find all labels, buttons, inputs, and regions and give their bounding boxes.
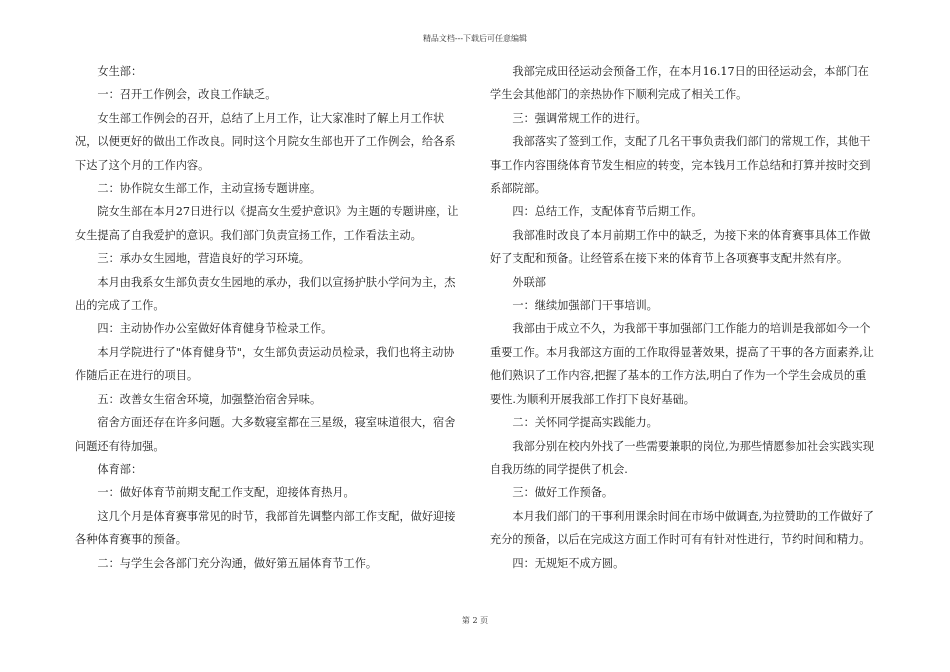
paragraph: 二：与学生会各部门充分沟通，做好第五届体育节工作。 [97, 556, 378, 570]
paragraph: 院女生部在本月27日进行以《提高女生爱护意识》为主题的专题讲座，让女生提高了自我爱护的意识。我们部门负责宣扬工作，工作看法主动。 [75, 205, 459, 242]
paragraph: 本月我们部门的干事利用课余时间在市场中做调查,为拉赞助的工作做好了充分的预备，以后在完成这方面工作时可有有针对性进行，节约时间和精力。 [490, 509, 874, 547]
left-column [75, 60, 460, 575]
paragraph: 外联部 [512, 275, 546, 289]
page-header: 精品文档---下载后可任意编辑 [422, 34, 528, 43]
paragraph: 我部分别在校内外找了一些需要兼职的岗位,为那些情愿参加社会实践实现自我历练的同学提供了机会. [490, 439, 874, 476]
right-column [490, 60, 875, 575]
paragraph: 四：主动协作办公室做好体育健身节检录工作。 [97, 322, 333, 336]
paragraph: 宿舍方面还存在许多问题。大多数寝室都在三星级，寝室味道很大，宿舍问题还有待加强。 [75, 416, 456, 453]
paragraph: 二：关怀同学提高实践能力。 [512, 416, 658, 430]
paragraph: 这几个月是体育赛事常见的时节，我部首先调整内部工作支配，做好迎接各种体育赛事的预备。 [75, 509, 456, 547]
paragraph: 本月由我系女生部负责女生园地的承办，我们以宣扬护肤小学问为主，杰出的完成了工作。 [75, 275, 456, 313]
paragraph: 二：协作院女生部工作，主动宣扬专题讲座。 [97, 182, 322, 196]
paragraph: 一：继续加强部门干事培训。 [512, 299, 658, 313]
page-footer: 第 2 页 [461, 616, 489, 625]
paragraph: 五：改善女生宿舍环境，加强整治宿舍异味。 [97, 392, 322, 406]
paragraph: 我部完成田径运动会预备工作，在本月16.17日的田径运动会，本部门在学生会其他部门的亲热协作下顺利完成了相关工作。 [490, 65, 869, 102]
paragraph: 一：做好体育节前期支配工作支配，迎接体育热月。 [97, 486, 355, 500]
paragraph: 三：强调常规工作的进行。 [512, 111, 647, 125]
paragraph: 四：无规矩不成方圆。 [512, 556, 625, 570]
paragraph: 我部由于成立不久，为我部干事加强部门工作能力的培训是我部如今一个重要工作。本月我部这方面的工作取得显著效果，提高了干事的各方面素养,让他们熟识了工作内容,把握了基本的工作方法,明白了作为一个学生会成员的重要性.为顺利开展我部工作打下良好基础。 [490, 322, 874, 406]
paragraph: 女生部工作例会的召开，总结了上月工作，让大家准时了解上月工作状况，以便更好的做出工作改良。同时这个月院女生部也开了工作例会，给各系下达了这个月的工作内容。 [75, 111, 456, 172]
paragraph: 我部准时改良了本月前期工作中的缺乏，为接下来的体育赛事具体工作做好了支配和预备。让经管系在接下来的体育节上各项赛事支配井然有序。 [490, 228, 871, 266]
paragraph: 体育部： [97, 462, 143, 476]
paragraph: 三：做好工作预备。 [512, 486, 614, 500]
paragraph: 本月学院进行了"体育健身节"，女生部负责运动员检录，我们也将主动协作随后正在进行的项目。 [75, 345, 455, 383]
paragraph: 三：承办女生园地，营造良好的学习环境。 [97, 252, 310, 266]
paragraph: 女生部： [97, 65, 143, 78]
paragraph: 四：总结工作，支配体育节后期工作。 [512, 205, 703, 219]
paragraph: 我部落实了签到工作，支配了几名干事负责我们部门的常规工作，其他干事工作内容围绕体育节发生相应的转变，完本钱月工作总结和打算并按时交到系部院部。 [490, 135, 871, 196]
paragraph: 一：召开工作例会，改良工作缺乏。 [97, 88, 277, 102]
